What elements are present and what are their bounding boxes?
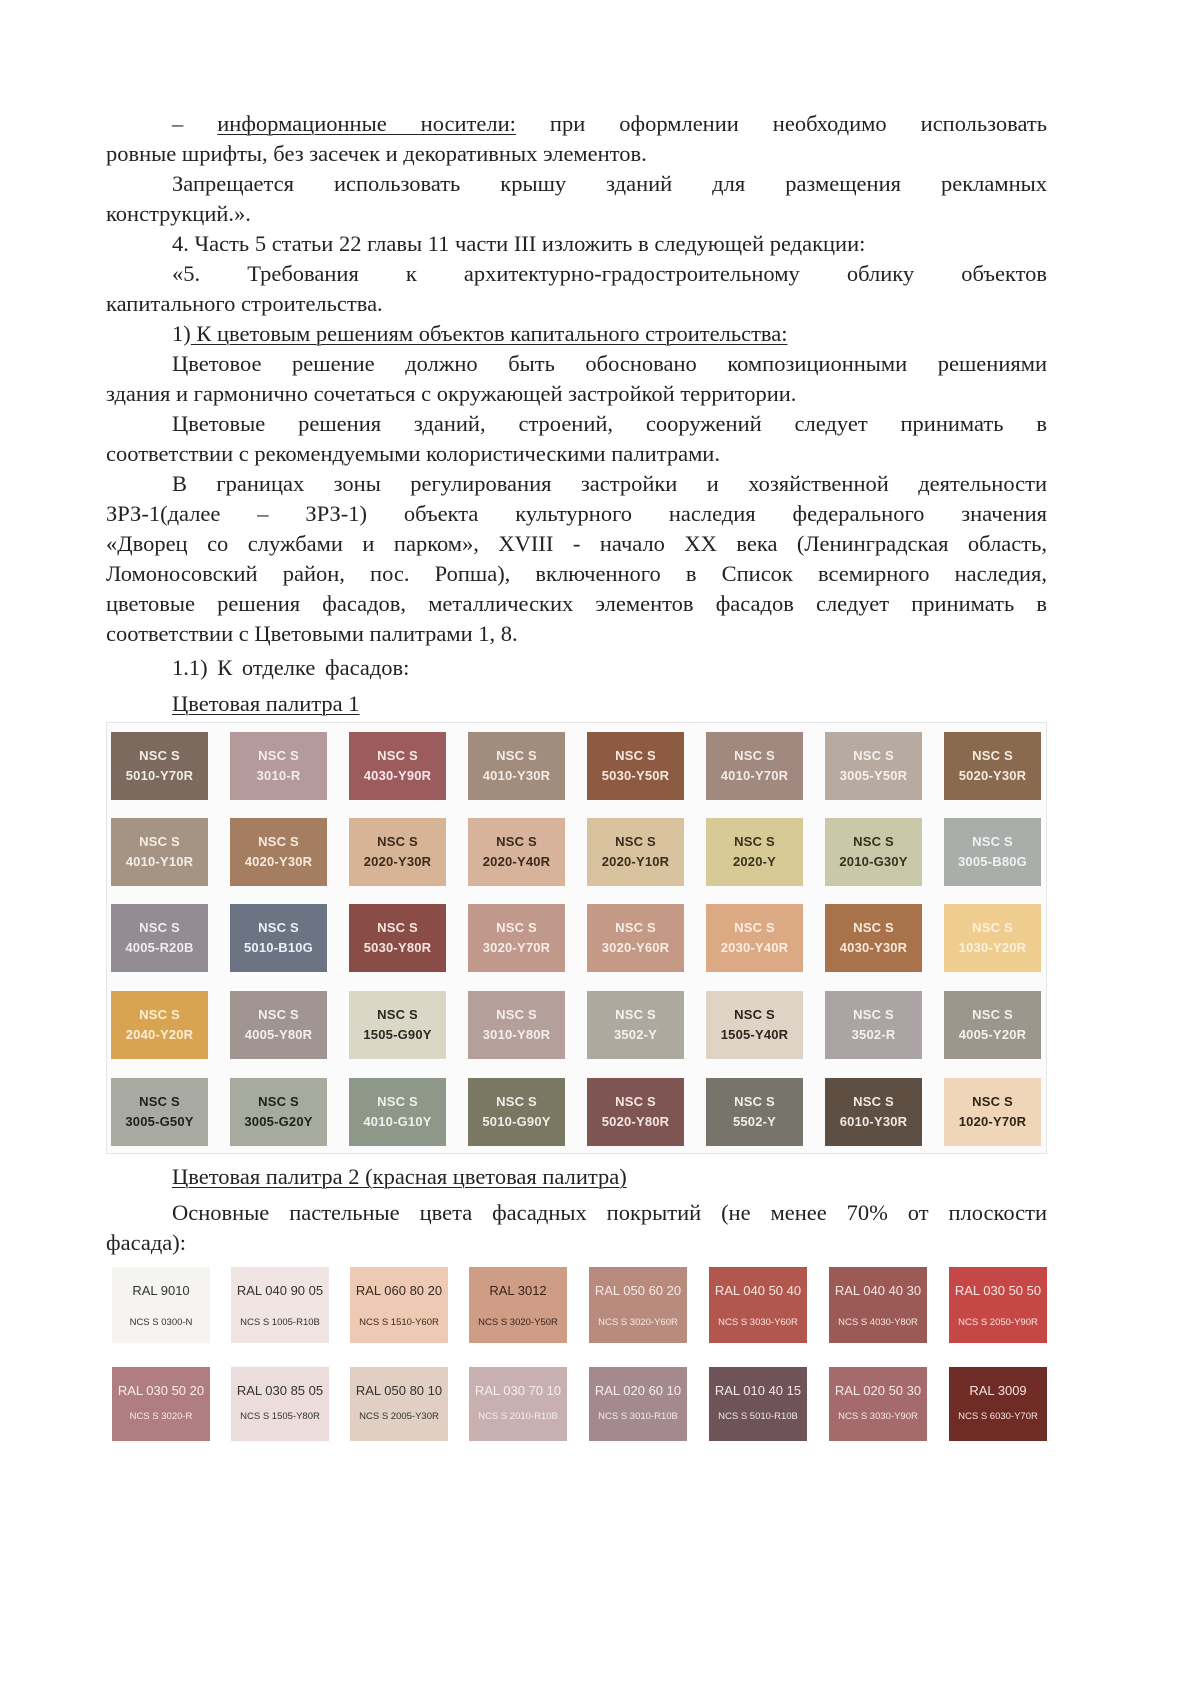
- swatch-label-line1: NSC S: [496, 748, 537, 763]
- swatch-code: 5502-Y: [732, 1114, 777, 1129]
- color-swatch: [468, 818, 565, 886]
- swatch-label-line1: NSC S: [853, 748, 894, 763]
- swatch-code: 4010-Y10R: [125, 854, 194, 869]
- color-swatch: [349, 732, 446, 800]
- swatch-code: 5020-Y30R: [958, 768, 1027, 783]
- text-line: «Дворец со службами и парком», XVIII - начало XX века (Ленинградская область,: [106, 531, 1047, 556]
- ral-code: RAL 020 50 30: [834, 1383, 922, 1398]
- color-swatch: [111, 818, 208, 886]
- color-swatch: [706, 732, 803, 800]
- swatch-code: 4005-R20B: [125, 940, 194, 955]
- color-swatch: [706, 904, 803, 972]
- swatch-code: 1020-Y70R: [958, 1114, 1027, 1129]
- ral-code: RAL 030 50 20: [117, 1383, 205, 1398]
- color-swatch: [111, 991, 208, 1059]
- swatch-code: 5030-Y50R: [601, 768, 670, 783]
- swatch-label-line1: NSC S: [972, 1094, 1013, 1109]
- swatch-code: 5010-Y70R: [125, 768, 194, 783]
- ral-code: RAL 010 40 15: [714, 1383, 802, 1398]
- color-swatch: [112, 1267, 210, 1343]
- ral-code: RAL 040 40 30: [834, 1283, 922, 1298]
- dash: –: [172, 111, 218, 136]
- color-swatch: [587, 818, 684, 886]
- color-swatch: [350, 1267, 448, 1343]
- swatch-code: 1505-Y40R: [720, 1027, 789, 1042]
- swatch-code: 5010-G90Y: [482, 1114, 551, 1129]
- ncs-code: NCS S 3020-Y60R: [598, 1317, 678, 1328]
- color-swatch: [944, 732, 1041, 800]
- ncs-code: NCS S 3010-R10B: [598, 1411, 678, 1422]
- color-swatch: [709, 1267, 807, 1343]
- swatch-label-line1: NSC S: [377, 834, 418, 849]
- swatch-label-line1: NSC S: [139, 1007, 180, 1022]
- color-swatch: [230, 818, 327, 886]
- color-swatch: [231, 1367, 329, 1441]
- swatch-code: 5020-Y80R: [601, 1114, 670, 1129]
- ral-code: RAL 060 80 20: [355, 1283, 443, 1298]
- text-line: ровные шрифты, без засечек и декоративных элементов.: [106, 141, 647, 166]
- term-underlined: информационные носители:: [217, 111, 516, 136]
- color-swatch: [709, 1367, 807, 1441]
- swatch-code: 3502-R: [851, 1027, 896, 1042]
- swatch-label-line1: NSC S: [615, 920, 656, 935]
- palette-1-title: Цветовая палитра 1: [172, 691, 360, 716]
- swatch-code: 1505-G90Y: [363, 1027, 432, 1042]
- swatch-label-line1: NSC S: [258, 1007, 299, 1022]
- section-title: К цветовым решениям объектов капитального строительства:: [190, 321, 788, 346]
- color-swatch: [706, 818, 803, 886]
- swatch-code: 1030-Y20R: [958, 940, 1027, 955]
- text-line: здания и гармонично сочетаться с окружающей застройкой территории.: [106, 381, 797, 406]
- swatch-label-line1: NSC S: [972, 748, 1013, 763]
- color-swatch: [468, 904, 565, 972]
- color-swatch: [230, 1078, 327, 1146]
- ncs-code: NCS S 2005-Y30R: [359, 1411, 439, 1422]
- swatch-label-line1: NSC S: [972, 920, 1013, 935]
- text-line: [172, 109, 1047, 139]
- swatch-label-line1: NSC S: [734, 920, 775, 935]
- swatch-label-line1: NSC S: [853, 920, 894, 935]
- color-swatch: [587, 904, 684, 972]
- swatch-label-line1: NSC S: [734, 834, 775, 849]
- color-swatch: [468, 1078, 565, 1146]
- swatch-code: 3005-G50Y: [125, 1114, 194, 1129]
- ral-code: RAL 9010: [132, 1283, 190, 1298]
- swatch-label-line1: NSC S: [734, 748, 775, 763]
- color-swatch: [111, 904, 208, 972]
- swatch-code: 3020-Y70R: [482, 940, 551, 955]
- swatch-code: 6010-Y30R: [839, 1114, 908, 1129]
- color-swatch: [589, 1267, 687, 1343]
- ncs-code: NCS S 3020-R: [129, 1411, 193, 1422]
- swatch-label-line1: NSC S: [615, 1007, 656, 1022]
- text-line: соответствии с рекомендуемыми колористическими палитрами.: [106, 441, 720, 466]
- swatch-label-line1: NSC S: [258, 1094, 299, 1109]
- swatch-code: 4030-Y90R: [363, 768, 432, 783]
- color-swatch: [944, 904, 1041, 972]
- swatch-code: 4010-G10Y: [363, 1114, 432, 1129]
- text-line: «5. Требования к архитектурно-градостроительному облику объектов: [172, 261, 1047, 286]
- ncs-code: NCS S 0300-N: [129, 1317, 193, 1328]
- text-line: соответствии с Цветовыми палитрами 1, 8.: [106, 621, 518, 646]
- ncs-code: NCS S 1510-Y60R: [359, 1317, 439, 1328]
- swatch-code: 3020-Y60R: [601, 940, 670, 955]
- text-line: Основные пастельные цвета фасадных покрытий (не менее 70% от плоскости: [172, 1200, 1047, 1225]
- color-swatch: [349, 1078, 446, 1146]
- swatch-code: 3005-Y50R: [839, 768, 908, 783]
- color-swatch: [829, 1367, 927, 1441]
- ncs-code: NCS S 3030-Y60R: [718, 1317, 798, 1328]
- section-number: 1): [172, 321, 191, 346]
- swatch-code: 2020-Y10R: [601, 854, 670, 869]
- color-swatch: [349, 818, 446, 886]
- swatch-label-line1: NSC S: [139, 920, 180, 935]
- subsection-heading: 1.1) К отделке фасадов:: [172, 655, 410, 680]
- swatch-code: 4010-Y30R: [482, 768, 551, 783]
- ncs-code: NCS S 2010-R10B: [478, 1411, 558, 1422]
- text-line: конструкций.».: [106, 201, 251, 226]
- swatch-code: 2020-Y: [732, 854, 777, 869]
- section-heading: [172, 319, 1047, 349]
- text-line: капитального строительства.: [106, 291, 383, 316]
- text-line: 4. Часть 5 статьи 22 главы 11 части III изложить в следующей редакции:: [172, 231, 866, 256]
- color-swatch: [949, 1367, 1047, 1441]
- swatch-label-line1: NSC S: [496, 834, 537, 849]
- text-line: Цветовое решение должно быть обосновано композиционными решениями: [172, 351, 1047, 376]
- text-line: В границах зоны регулирования застройки и хозяйственной деятельности: [172, 471, 1047, 496]
- text-line: Запрещается использовать крышу зданий для размещения рекламных: [172, 171, 1047, 196]
- swatch-code: 3005-B80G: [957, 854, 1027, 869]
- color-swatch: [825, 732, 922, 800]
- swatch-label-line1: NSC S: [139, 748, 180, 763]
- swatch-label-line1: NSC S: [972, 834, 1013, 849]
- swatch-code: 2020-Y40R: [482, 854, 551, 869]
- ncs-code: NCS S 4030-Y80R: [838, 1317, 918, 1328]
- color-swatch: [706, 1078, 803, 1146]
- swatch-code: 4020-Y30R: [244, 854, 313, 869]
- color-swatch: [589, 1367, 687, 1441]
- swatch-code: 3010-R: [256, 768, 301, 783]
- ncs-code: NCS S 5010-R10B: [718, 1411, 798, 1422]
- color-swatch: [111, 732, 208, 800]
- ncs-code: NCS S 6030-Y70R: [958, 1411, 1038, 1422]
- palette-2-title-row: [172, 1162, 1047, 1192]
- color-swatch: [829, 1267, 927, 1343]
- swatch-label-line1: NSC S: [972, 1007, 1013, 1022]
- ral-code: RAL 030 50 50: [954, 1283, 1042, 1298]
- swatch-label-line1: NSC S: [496, 920, 537, 935]
- text-line: ЗРЗ-1(далее – ЗРЗ-1) объекта культурного наследия федерального значения: [106, 501, 1047, 526]
- ncs-code: NCS S 1505-Y80R: [240, 1411, 320, 1422]
- ral-code: RAL 050 80 10: [355, 1383, 443, 1398]
- swatch-label-line1: NSC S: [734, 1094, 775, 1109]
- swatch-code: 4030-Y30R: [839, 940, 908, 955]
- swatch-label-line1: NSC S: [853, 1094, 894, 1109]
- swatch-label-line1: NSC S: [258, 834, 299, 849]
- swatch-code: 4005-Y80R: [244, 1027, 313, 1042]
- swatch-label-line1: NSC S: [496, 1007, 537, 1022]
- swatch-code: 4005-Y20R: [958, 1027, 1027, 1042]
- swatch-label-line1: NSC S: [377, 1007, 418, 1022]
- color-swatch: [825, 1078, 922, 1146]
- ral-code: RAL 030 70 10: [474, 1383, 562, 1398]
- ncs-code: NCS S 3020-Y50R: [478, 1317, 558, 1328]
- color-swatch: [944, 991, 1041, 1059]
- color-swatch: [469, 1367, 567, 1441]
- ncs-code: NCS S 1005-R10B: [240, 1317, 320, 1328]
- color-swatch: [825, 991, 922, 1059]
- swatch-code: 5010-B10G: [243, 940, 313, 955]
- color-swatch: [944, 1078, 1041, 1146]
- color-swatch: [468, 991, 565, 1059]
- color-swatch: [349, 904, 446, 972]
- color-swatch: [706, 991, 803, 1059]
- text-run: при оформлении необходимо использовать: [515, 111, 1047, 136]
- swatch-label-line1: NSC S: [139, 834, 180, 849]
- ncs-code: NCS S 2050-Y90R: [958, 1317, 1038, 1328]
- swatch-code: 3010-Y80R: [482, 1027, 551, 1042]
- text-line: Ломоносовский район, пос. Ропша), включенного в Список всемирного наследия,: [106, 561, 1047, 586]
- ral-code: RAL 050 60 20: [594, 1283, 682, 1298]
- swatch-label-line1: NSC S: [853, 1007, 894, 1022]
- swatch-code: 3005-G20Y: [244, 1114, 313, 1129]
- color-swatch: [230, 904, 327, 972]
- swatch-label-line1: NSC S: [615, 834, 656, 849]
- ral-code: RAL 3009: [969, 1383, 1027, 1398]
- swatch-code: 2010-G30Y: [839, 854, 908, 869]
- color-swatch: [349, 991, 446, 1059]
- swatch-label-line1: NSC S: [258, 920, 299, 935]
- swatch-label-line1: NSC S: [139, 1094, 180, 1109]
- swatch-code: 2020-Y30R: [363, 854, 432, 869]
- color-swatch: [350, 1367, 448, 1441]
- color-palette-1: [106, 722, 1047, 1154]
- swatch-code: 2040-Y20R: [125, 1027, 194, 1042]
- color-swatch: [111, 1078, 208, 1146]
- swatch-label-line1: NSC S: [377, 748, 418, 763]
- text-line: Цветовые решения зданий, строений, сооружений следует принимать в: [172, 411, 1047, 436]
- ral-code: RAL 030 85 05: [236, 1383, 324, 1398]
- swatch-label-line1: NSC S: [377, 920, 418, 935]
- swatch-label-line1: NSC S: [615, 1094, 656, 1109]
- swatch-code: 2030-Y40R: [720, 940, 789, 955]
- color-swatch: [230, 991, 327, 1059]
- ral-code: RAL 3012: [489, 1283, 547, 1298]
- swatch-code: 4010-Y70R: [720, 768, 789, 783]
- ral-code: RAL 040 50 40: [714, 1283, 802, 1298]
- swatch-label-line1: NSC S: [615, 748, 656, 763]
- color-swatch: [230, 732, 327, 800]
- swatch-code: 5030-Y80R: [363, 940, 432, 955]
- color-swatch: [944, 818, 1041, 886]
- ncs-code: NCS S 3030-Y90R: [838, 1411, 918, 1422]
- color-swatch: [231, 1267, 329, 1343]
- ral-code: RAL 020 60 10: [594, 1383, 682, 1398]
- swatch-label-line1: NSC S: [258, 748, 299, 763]
- swatch-label-line1: NSC S: [734, 1007, 775, 1022]
- color-swatch: [587, 1078, 684, 1146]
- color-swatch: [587, 991, 684, 1059]
- swatch-code: 3502-Y: [613, 1027, 658, 1042]
- palette-2-title: Цветовая палитра 2 (красная цветовая палитра): [172, 1164, 627, 1189]
- color-swatch: [587, 732, 684, 800]
- color-swatch: [949, 1267, 1047, 1343]
- palette-1-title-row: [172, 689, 1047, 719]
- swatch-label-line1: NSC S: [377, 1094, 418, 1109]
- color-swatch: [469, 1267, 567, 1343]
- color-swatch: [825, 818, 922, 886]
- color-swatch: [468, 732, 565, 800]
- swatch-label-line1: NSC S: [496, 1094, 537, 1109]
- color-swatch: [825, 904, 922, 972]
- text-line: цветовые решения фасадов, металлических элементов фасадов следует принимать в: [106, 591, 1047, 616]
- ral-code: RAL 040 90 05: [236, 1283, 324, 1298]
- color-swatch: [112, 1367, 210, 1441]
- swatch-label-line1: NSC S: [853, 834, 894, 849]
- text-line: фасада):: [106, 1230, 186, 1255]
